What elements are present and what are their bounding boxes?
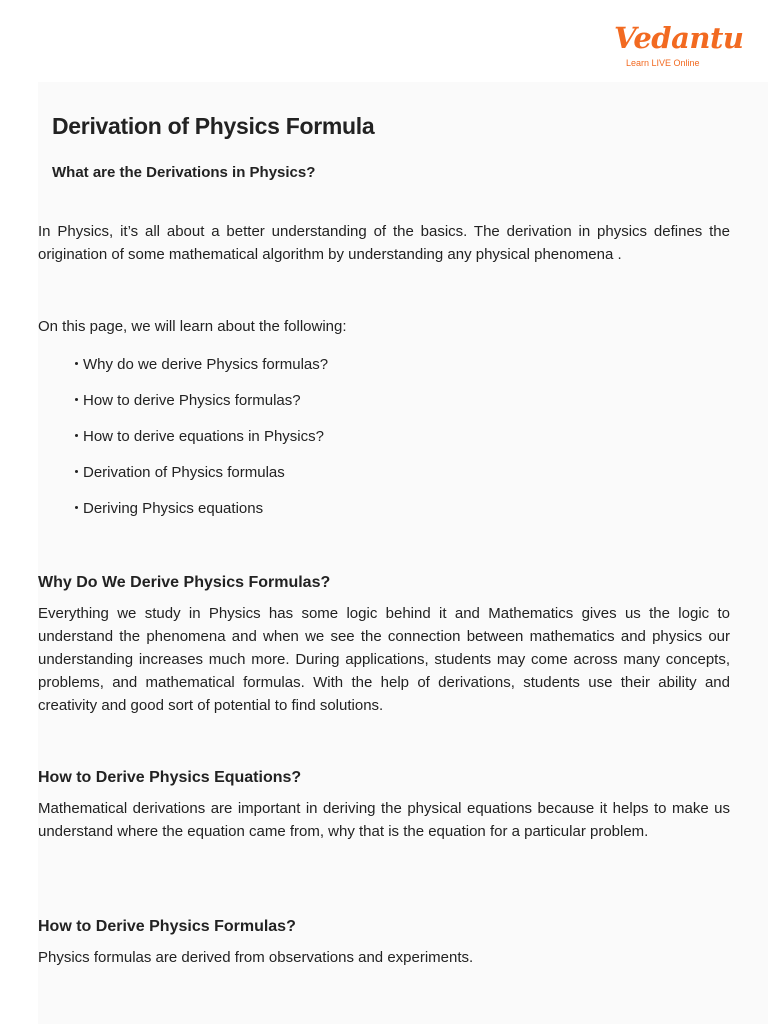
bullet-icon (75, 470, 78, 473)
section-body-why: Everything we study in Physics has some logic behind it and Mathematics gives us the logic to understand the phenomena and when we see the connection between mathematics and physics our understanding increases much more. During applications, students may come across many concepts, problems, and mathematical formulas. With the help of derivations, students use their ability and creativity and good sort of potential to find solutions. (38, 605, 730, 714)
list-item-text: Deriving Physics equations (83, 500, 264, 517)
section-heading-formulas: How to Derive Physics Formulas? (38, 918, 296, 935)
bullet-icon (75, 362, 78, 365)
list-item-text: How to derive equations in Physics? (83, 428, 324, 445)
list-item (74, 426, 328, 462)
topic-list (74, 354, 328, 534)
bullet-icon (75, 398, 78, 401)
list-intro: On this page, we will learn about the following: (38, 318, 347, 335)
section-heading-why: Why Do We Derive Physics Formulas? (38, 574, 331, 591)
bullet-icon (75, 434, 78, 437)
list-item-text: Derivation of Physics formulas (83, 464, 285, 481)
intro-paragraph: In Physics, it’s all about a better understanding of the basics. The derivation in physics defines the origination of some mathematical algorithm by understanding any physical phenomena . (38, 223, 730, 263)
bullet-icon (75, 506, 78, 509)
vedantu-logo[interactable] (614, 21, 744, 72)
list-item (74, 462, 328, 498)
page-title: Derivation of Physics Formula (52, 113, 375, 139)
list-item (74, 498, 328, 534)
list-item (74, 354, 328, 390)
section-heading-equations: How to Derive Physics Equations? (38, 769, 302, 786)
list-item-text: How to derive Physics formulas? (83, 392, 301, 409)
section-body-formulas: Physics formulas are derived from observations and experiments. (38, 949, 474, 966)
page-subtitle: What are the Derivations in Physics? (52, 164, 316, 181)
list-item (74, 390, 328, 426)
logo-tagline: Learn LIVE Online (626, 58, 700, 68)
list-item-text: Why do we derive Physics formulas? (83, 356, 329, 373)
logo-wordmark: Vedantu (614, 21, 744, 55)
section-body-equations: Mathematical derivations are important in deriving the physical equations because it helps to make us understand where the equation came from, why that is the equation for a particular problem. (38, 800, 730, 840)
